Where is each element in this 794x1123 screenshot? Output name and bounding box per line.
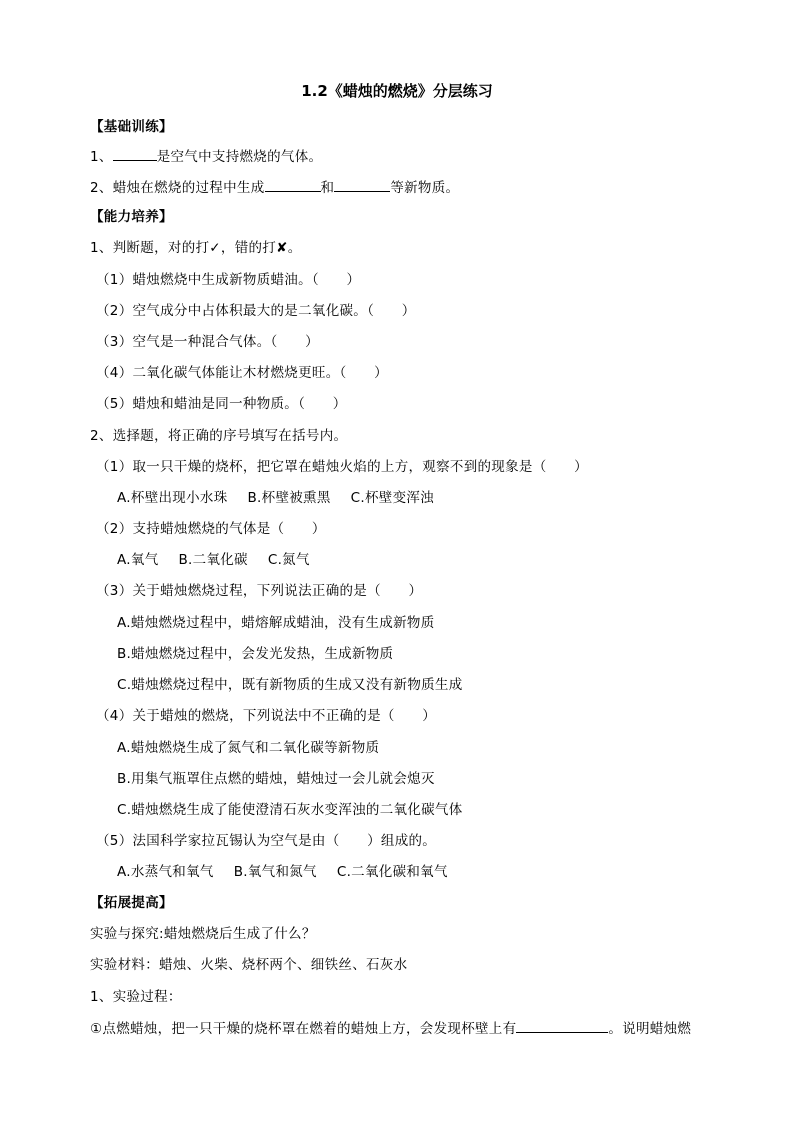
option-b: B.用集气瓶罩住点燃的蜡烛，蜡烛过一会儿就会熄灭 <box>117 771 435 787</box>
section-basic-heading: 【基础训练】 <box>90 119 173 135</box>
judge-item: （1）蜡烛燃烧中生成新物质蜡油。（ ） <box>96 272 361 288</box>
option-c: C.蜡烛燃烧过程中，既有新物质的生成又没有新物质生成 <box>117 677 463 693</box>
choice-options-2 <box>117 550 330 570</box>
l4-prefix: ①点燃蜡烛，把一只干燥的烧杯罩在燃着的蜡烛上方，会发现杯壁上有 <box>90 1021 517 1037</box>
choice-question-5: （5）法国科学家拉瓦锡认为空气是由（ ）组成的。 <box>96 833 437 849</box>
option-c: C.二氧化碳和氧气 <box>336 864 448 880</box>
q2-prefix: 2、蜡烛在燃烧的过程中生成 <box>90 180 265 196</box>
option-a: A.蜡烛燃烧过程中，蜡熔解成蜡油，没有生成新物质 <box>117 615 435 631</box>
choice-options-1 <box>117 488 454 508</box>
option-a: A.蜡烛燃烧生成了氮气和二氧化碳等新物质 <box>117 740 380 756</box>
page-title: 1.2《蜡烛的燃烧》分层练习 <box>301 82 493 100</box>
section-ability-heading: 【能力培养】 <box>90 209 173 225</box>
basic-question-1 <box>90 146 322 167</box>
judge-item: （5）蜡烛和蜡油是同一种物质。（ ） <box>96 396 347 412</box>
judge-item: （4）二氧化碳气体能让木材燃烧更旺。（ ） <box>96 365 388 381</box>
choice-question-3: （3）关于蜡烛燃烧过程，下列说法正确的是（ ） <box>96 583 423 599</box>
judge-item: （2）空气成分中占体积最大的是二氧化碳。（ ） <box>96 303 416 319</box>
extend-line-1: 实验与探究:蜡烛燃烧后生成了什么？ <box>90 926 316 942</box>
extend-line-2: 实验材料：蜡烛、火柴、烧杯两个、细铁丝、石灰水 <box>90 957 408 973</box>
choice-options-5 <box>117 862 468 882</box>
option-b: B.氧气和氮气 <box>233 864 317 880</box>
answer-blank[interactable] <box>265 177 321 192</box>
option-c: C.氮气 <box>267 552 310 568</box>
option-c: C.蜡烛燃烧生成了能使澄清石灰水变浑浊的二氧化碳气体 <box>117 802 463 818</box>
answer-blank[interactable] <box>516 1018 608 1033</box>
q1-suffix: 是空气中支持燃烧的气体。 <box>156 149 323 165</box>
option-a: A.水蒸气和氧气 <box>117 864 214 880</box>
answer-blank[interactable] <box>334 177 390 192</box>
choice-question-1: （1）取一只干燥的烧杯，把它罩在蜡烛火焰的上方，观察不到的现象是（ ） <box>96 459 588 475</box>
option-b: B.蜡烛燃烧过程中，会发光发热，生成新物质 <box>117 646 394 662</box>
option-a: A.杯壁出现小水珠 <box>117 490 228 506</box>
q1-prefix: 1、 <box>90 149 113 165</box>
q2-suffix: 等新物质。 <box>390 180 460 196</box>
choice-question-4: （4）关于蜡烛的燃烧，下列说法中不正确的是（ ） <box>96 708 437 724</box>
l4-suffix: 。说明蜡烛燃 <box>608 1021 692 1037</box>
judge-item: （3）空气是一种混合气体。（ ） <box>96 334 319 350</box>
extend-line-3: 1、实验过程： <box>90 989 182 1005</box>
option-c: C.杯壁变浑浊 <box>350 490 434 506</box>
option-a: A.氧气 <box>117 552 159 568</box>
choice-question-2: （2）支持蜡烛燃烧的气体是（ ） <box>96 521 326 537</box>
judge-heading: 1、判断题，对的打✓，错的打✘。 <box>90 240 302 256</box>
option-b: B.二氧化碳 <box>178 552 248 568</box>
choice-heading: 2、选择题，将正确的序号填写在括号内。 <box>90 428 348 444</box>
extend-line-4 <box>90 1018 691 1039</box>
basic-question-2 <box>90 177 459 198</box>
section-extend-heading: 【拓展提高】 <box>90 895 173 911</box>
answer-blank[interactable] <box>113 146 157 161</box>
q2-mid: 和 <box>320 180 335 196</box>
option-b: B.杯壁被熏黑 <box>247 490 331 506</box>
